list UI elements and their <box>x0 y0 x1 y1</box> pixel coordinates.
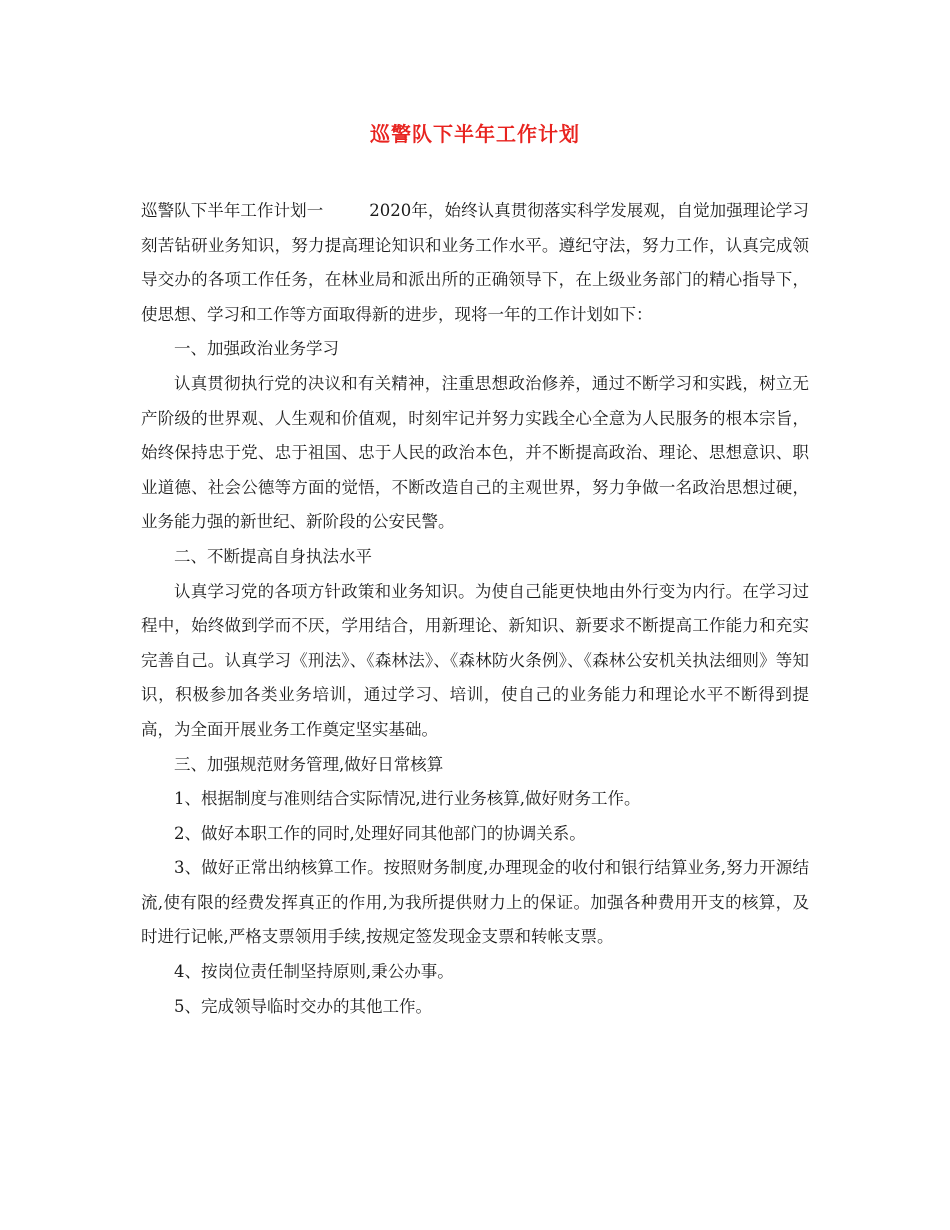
section3-item-1: 1、根据制度与准则结合实际情况,进行业务核算,做好财务工作。 <box>174 789 641 809</box>
section3-item-2: 2、做好本职工作的同时,处理好同其他部门的协调关系。 <box>174 823 586 843</box>
intro-paragraph <box>141 194 809 332</box>
section2-heading: 二、不断提高自身执法水平 <box>174 546 372 566</box>
section3-item-5: 5、完成领导临时交办的其他工作。 <box>174 996 432 1016</box>
section3-item-4: 4、按岗位责任制坚持原则,秉公办事。 <box>174 962 454 982</box>
intro-label: 巡警队下半年工作计划一 <box>141 201 324 220</box>
document-body <box>141 194 809 1024</box>
section3-heading: 三、加强规范财务管理,做好日常核算 <box>174 754 444 774</box>
section3-item-3: 3、做好正常出纳核算工作。按照财务制度,办理现金的收付和银行结算业务,努力开源结流,使有限的经费发挥真正的作用,为我所提供财力上的保证。加强各种费用开支的核算，及时进行记帐,严格支票领用手续,按规定签发现金支票和转帐支票。 <box>141 858 809 947</box>
section1-heading: 一、加强政治业务学习 <box>174 339 339 359</box>
document-title: 巡警队下半年工作计划 <box>370 122 580 146</box>
section1-paragraph: 认真贯彻执行党的决议和有关精神，注重思想政治修养，通过不断学习和实践，树立无产阶级的世界观、人生观和价值观，时刻牢记并努力实践全心全意为人民服务的根本宗旨，始终保持忠于党、忠于祖国、忠于人民的政治本色，并不断提高政治、理论、思想意识、职业道德、社会公德等方面的觉悟，不断改造自己的主观世界，努力争做一名政治思想过硬，业务能力强的新世纪、新阶段的公安民警。 <box>141 373 809 532</box>
intro-text: 2020年，始终认真贯彻落实科学发展观，自觉加强理论学习刻苦钻研业务知识，努力提高理论知识和业务工作水平。遵纪守法，努力工作，认真完成领导交办的各项工作任务，在林业局和派出所的正确领导下，在上级业务部门的精心指导下，使思想、学习和工作等方面取得新的进步，现将一年的工作计划如下： <box>141 201 810 324</box>
section2-paragraph: 认真学习党的各项方针政策和业务知识。为使自己能更快地由外行变为内行。在学习过程中，始终做到学而不厌，学用结合，用新理论、新知识、新要求不断提高工作能力和充实完善自己。认真学习《刑法》、《森林法》、《森林防火条例》、《森林公安机关执法细则》等知识，积极参加各类业务培训，通过学习、培训，使自己的业务能力和理论水平不断得到提高，为全面开展业务工作奠定坚实基础。 <box>141 581 809 739</box>
